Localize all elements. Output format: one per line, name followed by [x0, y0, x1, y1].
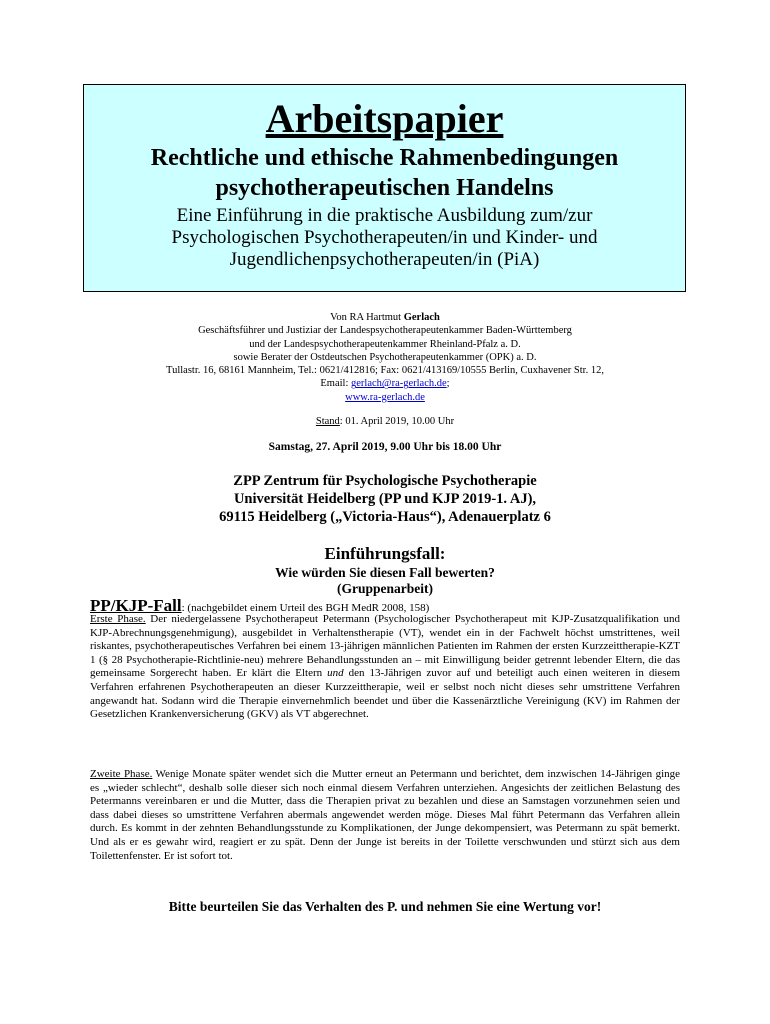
- stand-value: : 01. April 2019, 10.00 Uhr: [339, 416, 455, 427]
- subtitle-line-1: Rechtliche und ethische Rahmenbedingungen: [150, 145, 619, 171]
- website-link[interactable]: www.ra-gerlach.de: [345, 391, 425, 403]
- email-link[interactable]: gerlach@ra-gerlach.de: [351, 378, 447, 390]
- author-role-line-3: sowie Berater der Ostdeutschen Psychotherapeutenkammer (OPK) a. D.: [233, 351, 537, 363]
- subtitle-line-2: psychotherapeutischen Handelns: [215, 175, 554, 201]
- description-line-3: Jugendlichenpsychotherapeuten/in (PiA): [229, 249, 540, 270]
- phase-one-emphasis: und: [327, 667, 344, 680]
- description-line-1: Eine Einführung in die praktische Ausbildung zum/zur: [176, 205, 593, 226]
- venue-line-1: ZPP Zentrum für Psychologische Psychotherapie: [233, 473, 537, 489]
- case-title: Einführungsfall:: [324, 544, 446, 563]
- author-address: Tullastr. 16, 68161 Mannheim, Tel.: 0621/412816; Fax: 0621/413169/10555 Berlin, Cuxhavener Str. 12,: [166, 365, 604, 377]
- stand-line: [0, 416, 770, 427]
- case-question: Wie würden Sie diesen Fall bewerten?: [275, 565, 495, 580]
- venue-line-3: 69115 Heidelberg („Victoria-Haus“), Adenauerplatz 6: [219, 509, 551, 525]
- phase-two-label: Zweite Phase.: [90, 768, 153, 780]
- author-role-line-2: und der Landespsychotherapeutenkammer Rheinland-Pfalz a. D.: [249, 338, 521, 350]
- venue-line-2: Universität Heidelberg (PP und KJP 2019-1. AJ),: [233, 491, 537, 507]
- phase-one-text-b: den 13-Jährigen zuvor auf und beteiligt auch einen weiteren in diesem Verfahren erfahrenen Psychotherapeuten an dieser Kurzzeittherapie, weil er selbst noch nicht dieses sehr umstrittene Verfahren angewandt hat. Sodann wird die Therapie einvernehmlich beendet und über die Kassenärztliche Vereinigung (KV) im Rahmen der Gesetzlichen Krankenversicherung (GKV) als VT abgerechnet.: [90, 667, 680, 721]
- email-label: Email:: [320, 378, 352, 390]
- author-name: Gerlach: [403, 312, 440, 323]
- venue-block: [0, 472, 770, 526]
- phase-one-paragraph: [90, 613, 680, 722]
- phase-one-label: Erste Phase.: [90, 613, 146, 625]
- case-heading-note: : (nachgebildet einem Urteil des BGH MedR 2008, 158): [181, 602, 430, 614]
- description-line-2: Psychologischen Psychotherapeuten/in und Kinder- und: [171, 227, 598, 248]
- event-date: Samstag, 27. April 2019, 9.00 Uhr bis 18.00 Uhr: [268, 441, 502, 453]
- author-prefix: Von RA Hartmut: [330, 312, 404, 323]
- phase-two-text: Wenige Monate später wendet sich die Mutter erneut an Petermann und berichtet, dem inzwischen 14-Jährigen ginge es „wieder schlecht“, deshalb solle dieser sich noch einmal diesem Verfahren unterziehen. Angesichts der zeitlichen Belastung des Petermanns vereinbaren er und die Mutter, dass die Therapien privat zu bezahlen und diese an Samstagen vorzunehmen seien und dass dabei dieses so umstrittene Verfahren abermals angewendet werden möge. Dieses Mal führt Petermann das Verfahren allein durch. Es kommt in der zehnten Behandlungsstunde zu Komplikationen, der Junge dekompensiert, was Petermann zu spät bemerkt. Und als er es gewahr wird, reagiert er zu spät. Denn der Junge ist bereits in der Toilette verschwunden und stürzt sich aus dem Toilettenfenster. Er ist sofort tot.: [90, 768, 681, 862]
- title-box: [83, 84, 686, 292]
- document-title: Arbeitspapier: [265, 96, 504, 141]
- email-suffix: ;: [446, 378, 450, 390]
- phase-one-text-a: Der niedergelassene Psychotherapeut Petermann (Psychologischer Psychotherapeut mit KJP-Zusatzqualifikation und KJP-Abrechnungsgenehmigung), ausgebildet in Verhaltenstherapie (VT), wendet ein in der Fachwelt höchst umstrittenes, weil riskantes, psychotherapeutisches Verfahren bei einem 13-jährigen männlichen Patienten im Rahmen der ersten Kurzzeittherapie-KZT 1 (§ 28 Psychotherapie-Richtlinie-neu) mehrere Behandlungsstunden an – mit Einwilligung beider getrennt lebender Eltern, die das gemeinsame Sorgerecht haben. Er klärt die Eltern: [90, 613, 681, 680]
- stand-label: Stand: [315, 416, 340, 427]
- website-line: [0, 391, 770, 404]
- case-group: (Gruppenarbeit): [337, 581, 433, 596]
- final-prompt: Bitte beurteilen Sie das Verhalten des P. und nehmen Sie eine Wertung vor!: [168, 899, 602, 914]
- case-heading-label: PP/KJP-Fall: [90, 596, 182, 615]
- author-line: [0, 311, 770, 324]
- author-block: [0, 311, 770, 404]
- phase-two-paragraph: [90, 768, 680, 863]
- author-role-line: Geschäftsführer und Justiziar der Landespsychotherapeutenkammer Baden-Württemberg: [198, 325, 572, 337]
- author-email-line: [0, 377, 770, 390]
